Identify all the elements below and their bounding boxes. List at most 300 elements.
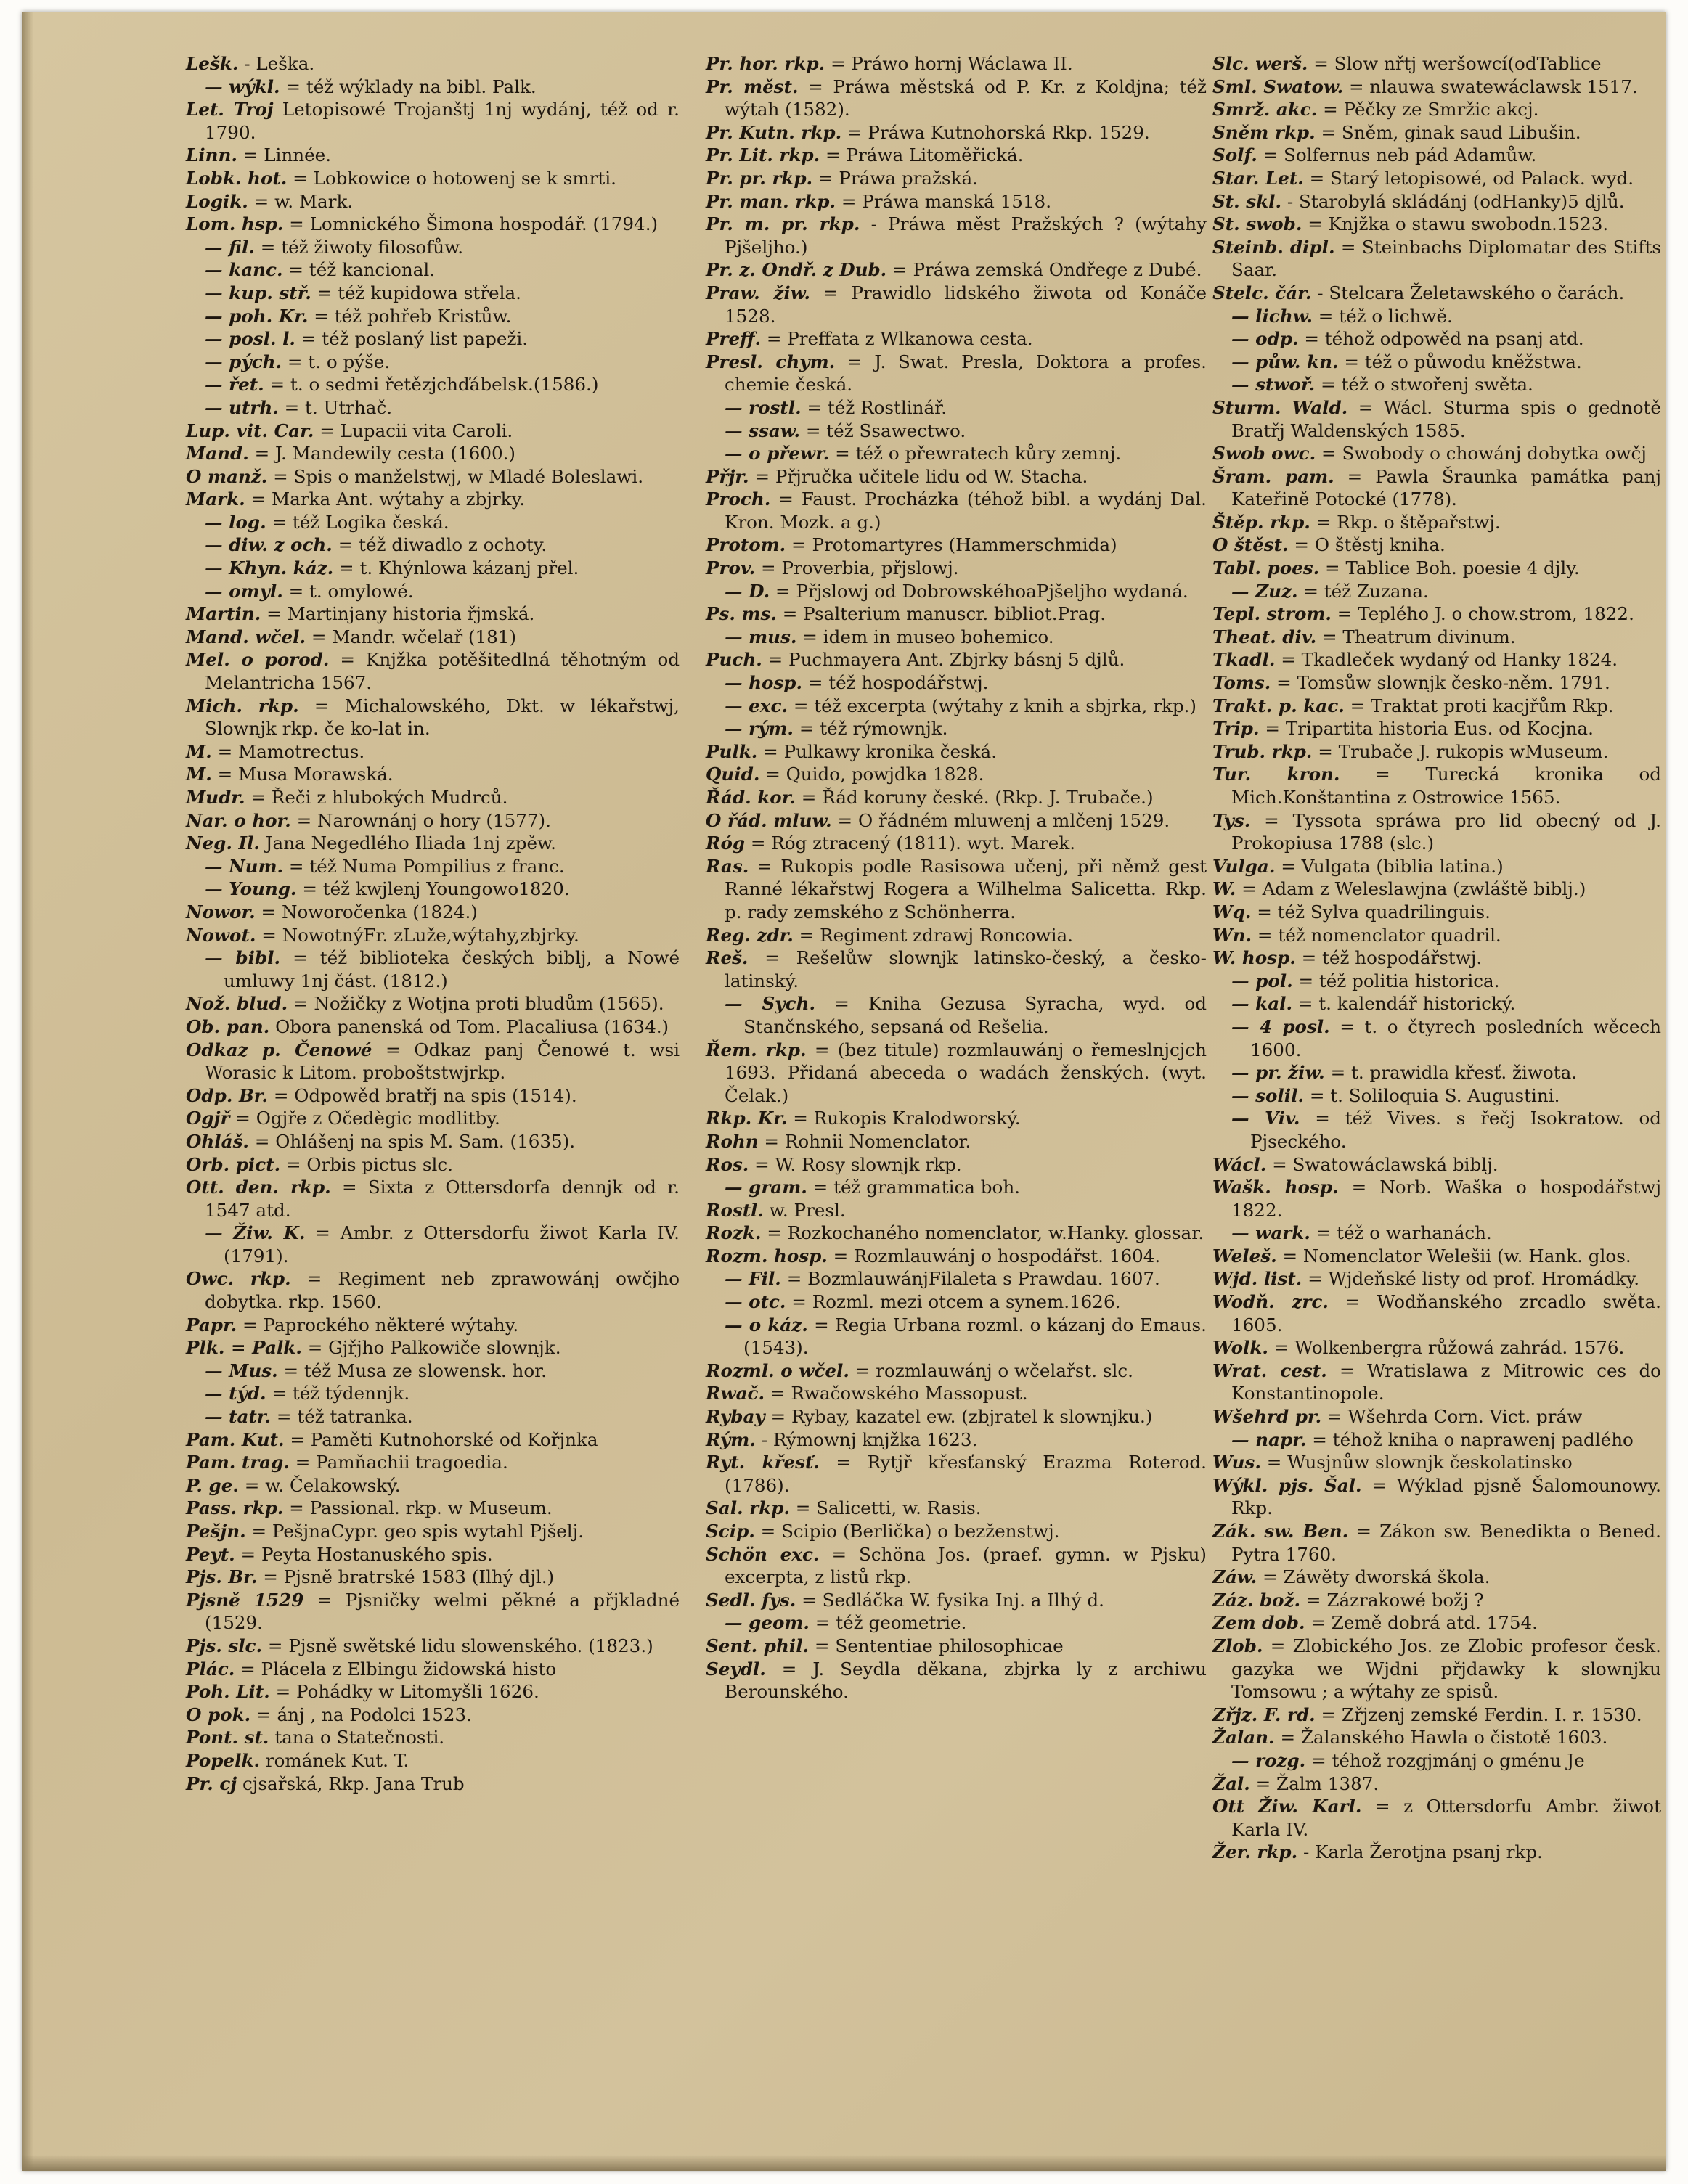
entry-abbreviation: Ros.	[706, 1153, 749, 1175]
entry-abbreviation: Popelk.	[186, 1749, 261, 1771]
entry-definition: = Nožičky z Wotjna proti bludům (1565).	[288, 993, 664, 1015]
dictionary-entry	[186, 1015, 680, 1039]
entry-definition: = Řeči z hlubokých Mudrců.	[245, 787, 508, 808]
entry-definition: = PešjnaCypr. geo spis wytahl Pjšelj.	[245, 1521, 584, 1542]
entry-abbreviation: — omyl.	[205, 580, 283, 602]
entry-abbreviation: Pjs. slc.	[186, 1635, 263, 1656]
entry-definition: = Sněm, ginak saud Libušin.	[1315, 121, 1581, 143]
entry-definition: = Regiment neb zprawowánj owčjho dobytka. rkp. 1560.	[205, 1268, 680, 1313]
dictionary-entry	[1212, 695, 1661, 718]
entry-abbreviation: — řet.	[205, 374, 264, 396]
entry-abbreviation: Sml. Swatow.	[1212, 75, 1344, 97]
entry-definition: = též Zuzana.	[1297, 580, 1429, 602]
entry-definition: = Michalowského, Dkt. w lékařstwj, Slownjk rkp. če ko-lat in.	[205, 695, 680, 740]
dictionary-entry	[706, 1245, 1207, 1268]
entry-definition: = Tablice Boh. poesie 4 djly.	[1319, 557, 1580, 579]
dictionary-entry	[706, 1405, 1207, 1428]
entry-abbreviation: Lobk. hot.	[186, 167, 288, 189]
dictionary-entry	[1212, 557, 1661, 580]
entry-definition: = Rytjř křesťanský Erazma Roterod. (1786).	[725, 1452, 1207, 1496]
entry-definition: = J. Swat. Presla, Doktora a profes. chemie česká.	[725, 351, 1207, 396]
entry-abbreviation: Sent. phil.	[706, 1635, 810, 1656]
dictionary-entry	[186, 1474, 680, 1497]
entry-abbreviation: — tatr.	[205, 1406, 272, 1428]
entry-abbreviation: — gram.	[725, 1177, 807, 1198]
entry-definition: = Preffata z Wlkanowa cesta.	[761, 328, 1033, 350]
dictionary-entry	[186, 557, 680, 580]
entry-definition: = Marka Ant. wýtahy a zbjrky.	[245, 488, 526, 510]
dictionary-entry	[706, 1611, 1207, 1635]
dictionary-entry	[706, 121, 1207, 144]
entry-abbreviation: Owc. rkp.	[186, 1268, 291, 1290]
entry-abbreviation: Pešjn.	[186, 1521, 246, 1542]
entry-abbreviation: — mus.	[725, 626, 797, 647]
entry-abbreviation: Weleš.	[1212, 1245, 1277, 1267]
entry-abbreviation: W.	[1212, 878, 1236, 900]
entry-definition: - Práwa měst Pražských ? (wýtahy Pjšeljho.)	[725, 213, 1207, 258]
dictionary-entry	[1212, 1474, 1661, 1520]
entry-definition: = Knjžka o stawu swobodn.1523.	[1302, 213, 1609, 235]
entry-definition: = Pulkawy kronika česká.	[757, 740, 998, 762]
dictionary-entry	[1212, 98, 1661, 121]
dictionary-entry	[706, 1291, 1207, 1314]
entry-abbreviation: P. ge.	[186, 1474, 239, 1496]
entry-definition: = Wjdeňské listy od prof. Hromádky.	[1302, 1268, 1640, 1290]
dictionary-entry	[186, 946, 680, 992]
entry-abbreviation: — týd.	[205, 1383, 266, 1404]
dictionary-entry	[706, 626, 1207, 649]
entry-definition: = Zákon sw. Benedikta o Bened. Pytra 1760.	[1231, 1521, 1661, 1565]
entry-definition: = Theatrum divinum.	[1316, 626, 1516, 647]
dictionary-entry	[186, 878, 680, 901]
entry-definition: = Wýklad pjsně Šalomounowy. Rkp.	[1231, 1474, 1661, 1519]
dictionary-entry	[186, 75, 680, 99]
dictionary-entry	[706, 1267, 1207, 1291]
dictionary-entry	[186, 420, 680, 443]
entry-abbreviation: Žer. rkp.	[1212, 1841, 1298, 1863]
entry-definition: = O štěstj kniha.	[1288, 534, 1446, 556]
dictionary-entry	[186, 258, 680, 282]
entry-abbreviation: — pr. žiw.	[1231, 1062, 1325, 1084]
dictionary-entry	[706, 1199, 1207, 1222]
dictionary-entry	[186, 327, 680, 351]
entry-abbreviation: Pr. měst.	[706, 75, 799, 97]
entry-definition: = Wácl. Sturma spis o gednotě Bratřj Waldenských 1585.	[1231, 396, 1661, 441]
entry-abbreviation: O pok.	[186, 1704, 251, 1725]
entry-definition: = Pjsničky welmi pěkné a přjkladné (1529.	[205, 1589, 680, 1634]
entry-abbreviation: Mel. o porod.	[186, 649, 330, 671]
dictionary-entry	[1212, 1611, 1661, 1635]
dictionary-entry	[706, 282, 1207, 327]
entry-definition: = téhož odpowěd na psanj atd.	[1298, 328, 1584, 350]
entry-abbreviation: Róg	[706, 833, 746, 854]
dictionary-entry	[186, 763, 680, 786]
entry-abbreviation: Rozk.	[706, 1222, 762, 1244]
dictionary-entry	[1212, 1405, 1661, 1428]
entry-definition: = Prawidlo lidského žiwota od Konáče 1528.	[725, 282, 1207, 327]
dictionary-entry	[186, 1176, 680, 1222]
entry-definition: = též kupidowa střela.	[311, 282, 521, 303]
dictionary-entry	[186, 533, 680, 557]
dictionary-entry	[186, 1130, 680, 1153]
entry-definition: = Rybay, kazatel ew. (zbjratel k slownjku.)	[765, 1406, 1153, 1428]
entry-definition: = w. Čelakowský.	[238, 1474, 401, 1496]
dictionary-entry	[1212, 946, 1661, 970]
entry-abbreviation: Pr. Lit. rkp.	[706, 144, 820, 166]
entry-definition: = Turecká kronika od Mich.Konštantina z Ostrowice 1565.	[1231, 764, 1662, 808]
dictionary-entry	[706, 327, 1207, 351]
entry-abbreviation: — Zuz.	[1231, 580, 1298, 602]
dictionary-entry	[186, 626, 680, 649]
entry-abbreviation: Přjr.	[706, 465, 749, 487]
entry-definition: = též kancional.	[282, 259, 436, 281]
entry-abbreviation: O manž.	[186, 465, 268, 487]
entry-abbreviation: Sturm. Wald.	[1212, 396, 1348, 418]
dictionary-entry	[1212, 901, 1661, 924]
entry-abbreviation: Rostl.	[706, 1199, 764, 1221]
dictionary-entry	[186, 1497, 680, 1520]
entry-abbreviation: Žal.	[1212, 1772, 1250, 1794]
entry-definition: = též o přewratech kůry zemnj.	[829, 443, 1122, 465]
entry-abbreviation: — solil.	[1231, 1084, 1304, 1106]
entry-abbreviation: Štěp. rkp.	[1212, 511, 1310, 533]
entry-definition: = Slow nřtj weršowcí(odTablice	[1308, 53, 1602, 74]
entry-abbreviation: — wýkl.	[205, 75, 280, 97]
entry-abbreviation: Reš.	[706, 947, 749, 969]
dictionary-entry	[186, 465, 680, 488]
entry-abbreviation: Ps. ms.	[706, 603, 777, 625]
dictionary-entry	[706, 1107, 1207, 1130]
dictionary-entry	[1212, 1245, 1661, 1268]
dictionary-entry	[706, 1153, 1207, 1177]
dictionary-entry	[186, 1314, 680, 1337]
dictionary-entry	[186, 648, 680, 694]
entry-abbreviation: Pulk.	[706, 740, 758, 762]
entry-abbreviation: Praw. žiw.	[706, 282, 810, 303]
entry-abbreviation: — log.	[205, 511, 266, 533]
entry-abbreviation: M.	[186, 764, 212, 785]
dictionary-entry	[186, 1336, 680, 1359]
entry-abbreviation: Pam. trag.	[186, 1452, 290, 1473]
dictionary-entry	[706, 740, 1207, 764]
entry-abbreviation: Plác.	[186, 1658, 235, 1680]
entry-definition: = Wšehrda Corn. Vict. práw	[1321, 1406, 1583, 1428]
entry-definition: = Knjžka potěšitedlná těhotným od Melantricha 1567.	[205, 649, 680, 694]
entry-abbreviation: Smrž. akc.	[1212, 99, 1318, 120]
dictionary-entry	[1212, 1061, 1661, 1084]
entry-definition: = Starý letopisowé, od Palack. wyd.	[1303, 167, 1634, 189]
dictionary-entry	[186, 1405, 680, 1428]
entry-abbreviation: Protom.	[706, 534, 786, 556]
dictionary-entry	[1212, 442, 1661, 465]
entry-definition: = t. Utrhač.	[278, 396, 393, 418]
entry-abbreviation: Trip.	[1212, 718, 1260, 740]
entry-abbreviation: — Fil.	[725, 1268, 781, 1290]
dictionary-entry	[1212, 1704, 1661, 1727]
entry-definition: = Tyssota spráwa pro lid obecný od J. Prokopiusa 1788 (slc.)	[1231, 809, 1661, 854]
entry-definition: = též grammatica boh.	[807, 1177, 1020, 1198]
dictionary-entry	[1212, 1795, 1661, 1841]
dictionary-entry	[1212, 671, 1661, 695]
entry-abbreviation: Tur. kron.	[1212, 764, 1340, 785]
entry-definition: = t. Soliloquia S. Augustini.	[1304, 1084, 1560, 1106]
entry-definition: = Sixta z Ottersdorfa dennjk od r. 1547 atd.	[205, 1177, 680, 1221]
entry-abbreviation: Lom. hsp.	[186, 213, 284, 235]
dictionary-entry	[1212, 1726, 1661, 1749]
dictionary-entry	[706, 1497, 1207, 1520]
entry-abbreviation: — pých.	[205, 351, 282, 372]
dictionary-entry	[186, 1635, 680, 1658]
entry-abbreviation: — fil.	[205, 236, 255, 258]
entry-abbreviation: Sedl. fys.	[706, 1589, 796, 1611]
entry-definition: = Odkaz panj Čenowé t. wsi Worasic k Litom. proboštstwjrkp.	[205, 1039, 680, 1084]
entry-definition: = Pawla Šraunka památka panj Kateřině Potocké (1778).	[1231, 465, 1661, 510]
entry-abbreviation: Wodň. zrc.	[1212, 1291, 1329, 1313]
dictionary-entry	[186, 1153, 680, 1177]
entry-definition: = Rozmlauwánj o hospodářst. 1604.	[827, 1245, 1161, 1267]
entry-definition: = (bez titule) rozmlauwánj o řemeslnjcjch 1693. Přidaná abeceda o wadách ženských. (wyt. Čelak.)	[725, 1039, 1207, 1106]
entry-definition: = též nomenclator quadril.	[1252, 924, 1501, 946]
dictionary-entry	[186, 992, 680, 1015]
dictionary-entry	[1212, 809, 1661, 855]
entry-abbreviation: — lichw.	[1231, 305, 1313, 327]
entry-abbreviation: Ott. den. rkp.	[186, 1177, 331, 1198]
entry-definition: = Regia Urbana rozml. o kázanj do Emaus. (1543).	[743, 1314, 1207, 1359]
entry-abbreviation: — kanc.	[205, 259, 283, 281]
dictionary-entry	[186, 282, 680, 305]
entry-abbreviation: Lup. vit. Car.	[186, 420, 314, 441]
entry-abbreviation: Wácl.	[1212, 1153, 1267, 1175]
dictionary-entry	[1212, 327, 1661, 351]
dictionary-entry	[1212, 1153, 1661, 1177]
dictionary-entry	[186, 98, 680, 144]
dictionary-entry	[186, 855, 680, 878]
dictionary-entry	[1212, 740, 1661, 764]
entry-abbreviation: Tabl. poes.	[1212, 557, 1320, 579]
entry-abbreviation: Wq.	[1212, 901, 1252, 923]
entry-abbreviation: Preff.	[706, 328, 762, 350]
entry-definition: = Rohnii Nomenclator.	[758, 1130, 971, 1152]
entry-definition: = Steinbachs Diplomatar des Stifts Saar.	[1231, 236, 1661, 281]
entry-abbreviation: Mand.	[186, 443, 249, 465]
dictionary-entry	[186, 190, 680, 213]
entry-abbreviation: Ob. pan.	[186, 1015, 270, 1037]
entry-definition: = ánj , na Podolci 1523.	[250, 1704, 472, 1725]
entry-definition: = Rešelůw slownjk latinsko-český, a česko-latinský.	[725, 947, 1207, 991]
entry-abbreviation: — o káz.	[725, 1314, 808, 1336]
entry-abbreviation: Řem. rkp.	[706, 1039, 807, 1060]
entry-definition: = též Ssawectwo.	[800, 420, 966, 441]
entry-abbreviation: — D.	[725, 580, 770, 602]
entry-abbreviation: Reg. zdr.	[706, 924, 794, 946]
entry-definition: = Žalm 1387.	[1249, 1772, 1379, 1794]
entry-abbreviation: Slc. werš.	[1212, 53, 1308, 74]
dictionary-entry	[1212, 465, 1661, 511]
entry-definition: = Ohlášenj na spis M. Sam. (1635).	[249, 1130, 576, 1152]
entry-abbreviation: Nož. blud.	[186, 993, 288, 1015]
entry-definition: = Rozkochaného nomenclator, w.Hanky. glossar.	[761, 1222, 1204, 1244]
entry-abbreviation: — Viv.	[1231, 1108, 1300, 1129]
entry-abbreviation: Žalan.	[1212, 1727, 1275, 1749]
dictionary-entry	[1212, 1291, 1661, 1336]
dictionary-entry	[1212, 373, 1661, 396]
dictionary-entry	[1212, 1084, 1661, 1108]
entry-abbreviation: — ssaw.	[725, 420, 801, 441]
entry-definition: = Plácela z Elbingu židowská histo	[235, 1658, 557, 1680]
entry-definition: = Pjsně swětské lidu slowenského. (1823.)	[262, 1635, 653, 1656]
dictionary-entry	[186, 1359, 680, 1383]
dictionary-entry	[186, 511, 680, 534]
entry-definition: = též Rostlinář.	[801, 396, 947, 418]
dictionary-entry	[1212, 1451, 1661, 1474]
dictionary-entry	[186, 1726, 680, 1749]
entry-abbreviation: Quid.	[706, 764, 760, 785]
entry-abbreviation: Záw.	[1212, 1566, 1257, 1588]
entry-abbreviation: Martin.	[186, 603, 261, 625]
entry-abbreviation: Mand. wčel.	[186, 626, 306, 647]
dictionary-entry	[1212, 396, 1661, 442]
scanned-page	[22, 12, 1666, 2171]
entry-definition: = Swatowáclawská biblj.	[1266, 1153, 1499, 1175]
entry-definition: = též politia historica.	[1292, 970, 1500, 991]
entry-definition: = Proverbia, přjslowj.	[755, 557, 959, 579]
dictionary-entry	[186, 213, 680, 236]
entry-definition: = Lobkowice o hotowenj se k smrti.	[287, 167, 616, 189]
dictionary-entry	[186, 1451, 680, 1474]
entry-abbreviation: Stelc. čár.	[1212, 282, 1312, 303]
entry-abbreviation: — poh. Kr.	[205, 305, 309, 327]
dictionary-entry	[186, 1107, 680, 1130]
entry-definition: = w. Mark.	[248, 190, 354, 212]
entry-abbreviation: Rwač.	[706, 1383, 765, 1404]
entry-definition: = Paměti Kutnohorské od Kořjnka	[284, 1428, 598, 1450]
entry-definition: = Linnée.	[237, 144, 332, 166]
entry-abbreviation: — Sych.	[725, 993, 816, 1015]
entry-abbreviation: Wrat. cest.	[1212, 1359, 1327, 1381]
entry-abbreviation: Ott Žiw. Karl.	[1212, 1796, 1362, 1817]
entry-definition: = Narownánj o hory (1577).	[290, 809, 551, 831]
entry-definition: = t. omylowé.	[282, 580, 414, 602]
dictionary-entry	[1212, 52, 1661, 75]
entry-definition: = Země dobrá atd. 1754.	[1305, 1612, 1538, 1634]
entry-definition: = Martinjany historia řjmská.	[261, 603, 535, 625]
entry-definition: = Odpowěd bratřj na spis (1514).	[268, 1084, 577, 1106]
entry-abbreviation: — utrh.	[205, 396, 279, 418]
entry-definition: = též wýklady na bibl. Palk.	[280, 75, 537, 97]
dictionary-entry	[1212, 1107, 1661, 1153]
dictionary-entry	[186, 740, 680, 764]
entry-abbreviation: — rým.	[725, 718, 794, 740]
entry-definition: w. Presl.	[763, 1199, 846, 1221]
column-3	[1212, 52, 1661, 1864]
dictionary-entry	[186, 488, 680, 511]
entry-definition: = též Sylva quadrilinguis.	[1251, 901, 1491, 923]
entry-abbreviation: Šram. pam.	[1212, 465, 1334, 487]
column-1	[186, 52, 680, 1795]
entry-definition: - Starobylá skládánj (odHanky)5 djlů.	[1281, 190, 1625, 212]
dictionary-entry	[1212, 167, 1661, 190]
entry-definition: románek Kut. T.	[260, 1749, 409, 1771]
entry-abbreviation: Ogjř	[186, 1108, 230, 1129]
dictionary-entry	[1212, 121, 1661, 144]
entry-abbreviation: Star. Let.	[1212, 167, 1304, 189]
entry-definition: = Práwa zemská Ondřege z Dubé.	[886, 259, 1202, 281]
dictionary-entry	[706, 1359, 1207, 1383]
dictionary-entry	[186, 1520, 680, 1543]
entry-definition: = t. o sedmi řetězjchďábelsk.(1586.)	[264, 374, 599, 396]
entry-definition: = Spis o manželstwj, w Mladé Boleslawi.	[267, 465, 644, 487]
entry-abbreviation: St. swob.	[1212, 213, 1302, 235]
entry-definition: = Přjručka učitele lidu od W. Stacha.	[749, 465, 1088, 487]
entry-definition: = Pamňachii tragoedia.	[289, 1452, 508, 1473]
entry-definition: = Kniha Gezusa Syracha, wyd. od Stančnského, sepsaná od Rešelia.	[743, 993, 1207, 1037]
entry-definition: = též biblioteka českých biblj, a Nowé umluwy 1nj část. (1812.)	[224, 947, 680, 991]
entry-abbreviation: — wark.	[1231, 1222, 1310, 1244]
dictionary-entry	[1212, 1635, 1661, 1704]
entry-abbreviation: — rostl.	[725, 396, 802, 418]
dictionary-entry	[186, 1772, 680, 1796]
dictionary-entry	[706, 855, 1207, 924]
dictionary-entry	[1212, 1428, 1661, 1452]
entry-abbreviation: Ras.	[706, 855, 749, 877]
dictionary-entry	[706, 1658, 1207, 1704]
dictionary-entry	[186, 1589, 680, 1635]
entry-definition: = Nomenclator Welešii (w. Hank. glos.	[1276, 1245, 1631, 1267]
entry-abbreviation: Pam. Kut.	[186, 1428, 285, 1450]
entry-definition: = Puchmayera Ant. Zbjrky básnj 5 djlů.	[762, 649, 1125, 671]
entry-definition: = BozmlauwánjFilaleta s Prawdau. 1607.	[780, 1268, 1160, 1290]
dictionary-entry	[706, 1222, 1207, 1245]
dictionary-entry	[1212, 213, 1661, 236]
entry-definition: = Norb. Waška o hospodářstwj 1822.	[1231, 1177, 1661, 1221]
dictionary-entry	[706, 190, 1207, 213]
dictionary-entry	[706, 717, 1207, 740]
entry-abbreviation: — půw. kn.	[1231, 351, 1339, 372]
dictionary-entry	[1212, 1267, 1661, 1291]
entry-abbreviation: Steinb. dipl.	[1212, 236, 1335, 258]
entry-definition: = Peyta Hostanuského spis.	[235, 1543, 493, 1565]
entry-abbreviation: Prov.	[706, 557, 756, 579]
entry-abbreviation: — geom.	[725, 1612, 810, 1634]
entry-abbreviation: — otc.	[725, 1291, 786, 1313]
entry-abbreviation: W. hosp.	[1212, 947, 1296, 969]
dictionary-entry	[1212, 75, 1661, 99]
entry-abbreviation: — pol.	[1231, 970, 1293, 991]
entry-abbreviation: Záz. bož.	[1212, 1589, 1301, 1611]
entry-abbreviation: Trub. rkp.	[1212, 740, 1313, 762]
entry-abbreviation: Wjd. list.	[1212, 1268, 1302, 1290]
entry-definition: = Vulgata (biblia latina.)	[1275, 855, 1504, 877]
entry-definition: = Rozml. mezi otcem a synem.1626.	[786, 1291, 1121, 1313]
entry-definition: cjsařská, Rkp. Jana Trub	[237, 1772, 465, 1794]
entry-definition: = též hospodářstwj.	[1295, 947, 1483, 969]
entry-abbreviation: Mudr.	[186, 787, 245, 808]
entry-definition: Jana Negedlého Iliada 1nj zpěw.	[259, 833, 556, 854]
dictionary-entry	[186, 1749, 680, 1772]
entry-abbreviation: — rozg.	[1231, 1749, 1306, 1771]
entry-definition: = Zlobického Jos. ze Zlobic profesor česk. gazyka we Wjdni přjdawky k slownjku Tomsowu ; a wýtahy ze spisů.	[1231, 1635, 1661, 1703]
entry-definition: = Traktat proti kacjřům Rkp.	[1344, 695, 1614, 716]
entry-abbreviation: Pr. pr. rkp.	[706, 167, 813, 189]
dictionary-entry	[186, 442, 680, 465]
entry-abbreviation: Papr.	[186, 1314, 237, 1336]
entry-definition: = Róg ztracený (1811). wyt. Marek.	[745, 833, 1076, 854]
dictionary-entry	[1212, 1176, 1661, 1222]
dictionary-entry	[1212, 648, 1661, 671]
dictionary-entry	[186, 1428, 680, 1452]
entry-abbreviation: Rkp. Kr.	[706, 1108, 788, 1129]
dictionary-entry	[1212, 580, 1661, 603]
